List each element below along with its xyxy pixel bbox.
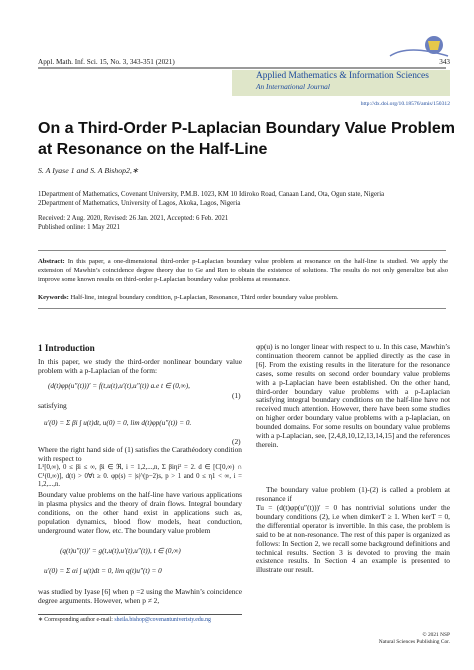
satisfying-text: satisfying <box>38 401 67 410</box>
footnote-rule <box>38 614 242 615</box>
title-line-2: at Resonance on the Half-Line <box>38 141 268 158</box>
page-number: 343 <box>439 58 450 66</box>
intro-paragraph-1: In this paper, we study the third-order nonlinear boundary value problem with a p-Laplacian of the form: <box>38 357 242 375</box>
abstract-bottom-rule <box>38 308 446 309</box>
equation-4: u′(0) = Σ αi ∫ u(t)dt = 0, lim q(t)u″(t) = 0 <box>44 567 162 575</box>
abstract-top-rule <box>38 250 446 251</box>
intro-conditions: L¹[0,∞), 0 ≤ βi ≤ ∞, βi ∈ ℜ, i = 1,2,...,n, Σ βiηi² = 2. d ∈ [C[0,∞) ∩ C¹(0,∞)], d(t) > 0∀t ≥ 0. φp(s) = |s|^(p−2)s, p > 1 and 0 ≤ η1 < ∞, i = 1,2,...,n. <box>38 464 242 489</box>
received-dates: Received: 2 Aug. 2020, Revised: 26 Jan. 2021, Accepted: 6 Feb. 2021 <box>38 215 229 222</box>
keywords <box>38 293 448 302</box>
keywords-label: Keywords: <box>38 294 69 301</box>
intro-paragraph-4: Boundary value problems on the half-line have various applications in plasma physics and the theory of drain flows. Integral boundary conditions, on the other hand exist in applications such as, population dynamics, blood flow models, heat conduction, underground water flow, etc. The boundary value problem <box>38 490 242 535</box>
publisher-name: Natural Sciences Publishing Cor. <box>378 639 450 645</box>
author-email-link[interactable]: sheila.bishop@covenantuniveristy.edu.ng <box>114 617 211 623</box>
affiliation-1: 1Department of Mathematics, Covenant University, P.M.B. 1023, KM 10 Idiroko Road, Canaan Land, Ota, Ogun state, Nigeria <box>38 191 385 198</box>
published-date: Published online: 1 May 2021 <box>38 224 120 231</box>
journal-title: Applied Mathematics & Information Sciences <box>256 71 429 81</box>
publication-dates <box>38 214 228 232</box>
header-rule <box>38 67 446 69</box>
paper-title <box>38 118 458 160</box>
right-paragraph-3: Tu = (d(t)φp(u″(t)))′ = 0 has nontrivial solutions under the boundary conditions (2), i.e when dimkerT ≥ 1. When kerT = 0, the differential operator is invertible. In this case, the problem is said to be at non-resonance. The rest of this paper is organized as follows: In Section 2, we recall some background definitions and technical results. Section 3 is devoted to proving the main existence results. In Section 4 an example is presented to illustrate our result. <box>256 503 450 575</box>
intro-paragraph-5: was studied by Iyase [6] when p =2 using the Mawhin’s coincidence degree arguments. However, when p ≠ 2, <box>38 587 242 605</box>
intro-paragraph-2: Where the right hand side of (1) satisfies the Carathéodory condition with respect to <box>38 445 242 463</box>
affiliation-2: 2Department of Mathematics, University of Lagos, Akoka, Lagos, Nigeria <box>38 200 241 207</box>
affiliations <box>38 190 458 208</box>
right-paragraph-2: The boundary value problem (1)-(2) is called a problem at resonance if <box>256 485 450 503</box>
doi-link[interactable]: http://dx.doi.org/10.18576/amis/150312 <box>360 101 450 107</box>
abstract-label: Abstract: <box>38 258 65 265</box>
equation-1-number: (1) <box>232 391 241 400</box>
copyright-text: © 2021 NSP <box>422 632 450 638</box>
corresponding-author-footnote <box>38 617 211 623</box>
publisher-logo <box>388 34 450 64</box>
footnote-prefix: ∗ Corresponding author e-mail: <box>38 617 115 623</box>
equation-1: (d(t)φp(u″(t)))′ = f(t,u(t),u′(t),u″(t)) a.e t ∈ (0,∞), <box>48 382 190 390</box>
journal-subtitle: An International Journal <box>256 82 330 91</box>
section-heading: 1 Introduction <box>38 343 95 353</box>
equation-2: u′(0) = Σ βi ∫ u(t)dt, u(0) = 0, lim d(t)φp(u″(t)) = 0. <box>44 419 192 427</box>
keywords-text: Half-line, integral boundary condition, p-Laplacian, Resonance, Third order boundary value problem. <box>70 294 339 301</box>
author-list: S. A Iyase 1 and S. A Bishop2,∗ <box>38 166 139 175</box>
running-citation: Appl. Math. Inf. Sci. 15, No. 3, 343-351 (2021) <box>38 58 175 66</box>
abstract-text: In this paper, a one-dimensional third-order p-Laplacian boundary value problem at resonance on the half-line is studied. We apply the extension of Mawhin’s coincidence degree theory due to Ge and Ren to obtain the existence of solutions. The results do not only generalize but also improve some known results on third-order p-Laplacian boundary value problems at resonance. <box>38 258 448 284</box>
copyright-block <box>379 632 450 646</box>
title-line-1: On a Third-Order P-Laplacian Boundary Value Problem <box>38 120 455 137</box>
right-paragraph-1: φp(u) is no longer linear with respect to u. In this case, Mawhin’s continuation theorem cannot be applied directly as the case in [6]. From the existing results in the literature for the resonance cases, some results on second order boundary value problems with a p-Laplacian have been established. On the other hand, third-order boundary value problems with a p-Laplacian satisfying integral boundary conditions on the half-line have not received much attention. However, there have been some studies on higher order boundary value problems with a p-laplacian, on bounded domains. For some results on boundary value problems with a p-Laplacian, see, [2,4,8,10,12,13,14,15] and the references therein. <box>256 342 450 449</box>
equation-2-number: (2) <box>232 437 241 446</box>
abstract <box>38 257 448 285</box>
equation-3: (q(t)u″(t))′ = g(t,u(t),u′(t),u″(t)), t ∈ (0,∞) <box>60 547 181 555</box>
